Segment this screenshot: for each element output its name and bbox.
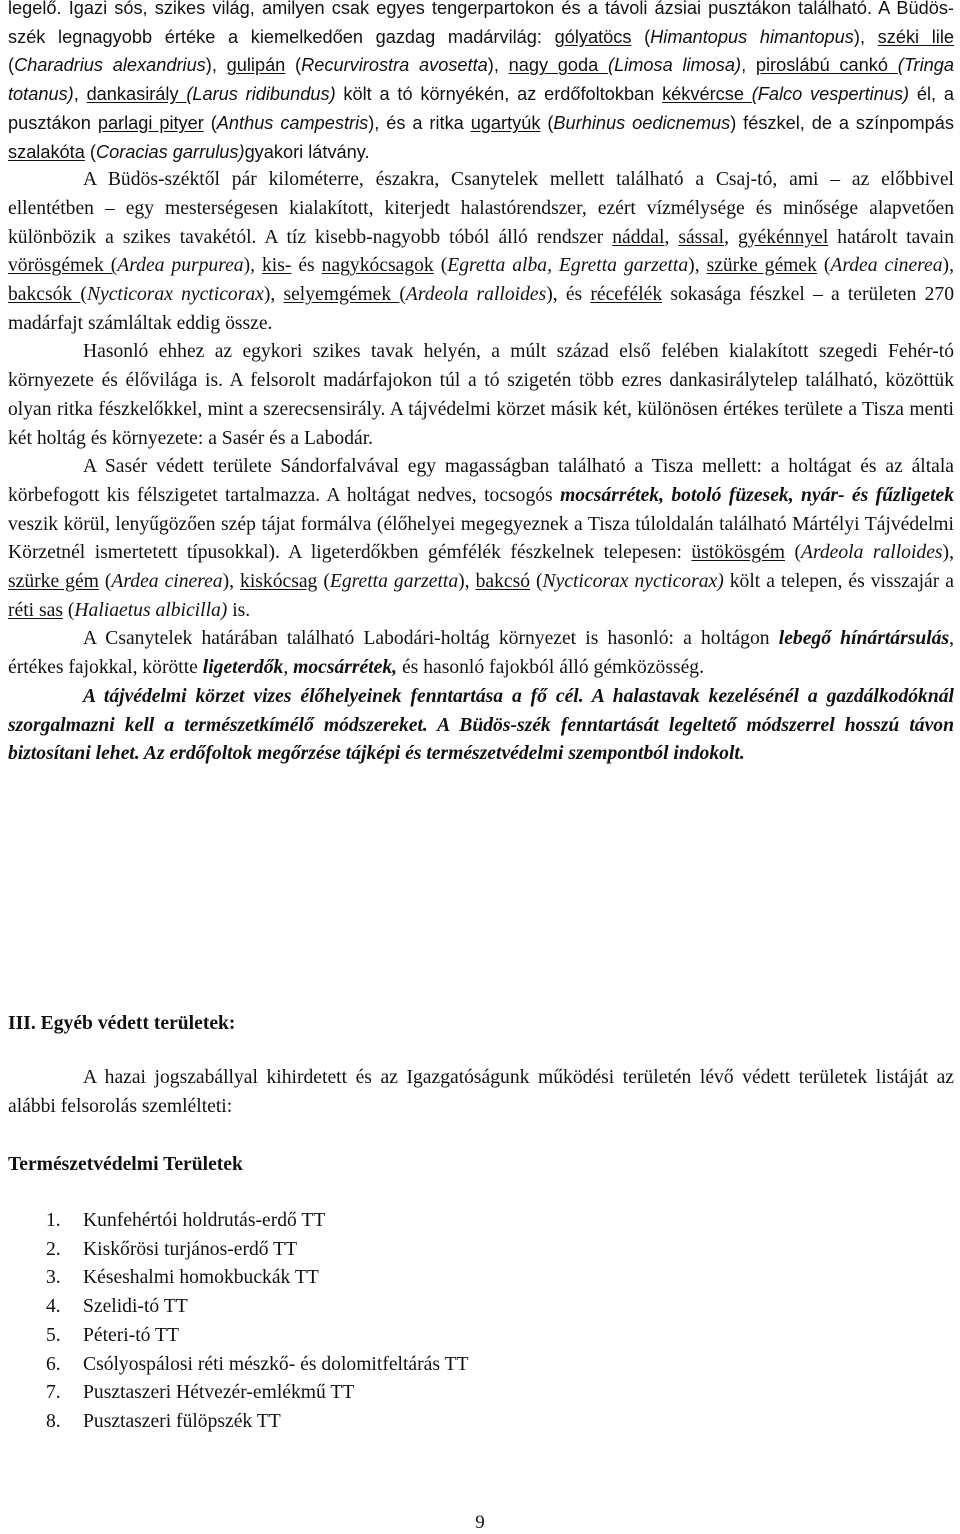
text-run: ), (205, 55, 227, 76)
text-run: és (291, 255, 322, 277)
list-item (46, 1293, 468, 1322)
list-item (46, 1264, 468, 1293)
text-run: üstökösgém (691, 542, 786, 564)
text-run: (Limosa limosa) (608, 55, 742, 76)
list-item-label: Késeshalmi homokbuckák TT (83, 1267, 319, 1289)
text-run: (Falco vespertinus) (751, 84, 910, 105)
text-run: mocsárrétek, botoló füzesek, nyár- és fűzligetek (560, 484, 955, 506)
text-run: ), (222, 571, 241, 593)
text-run: nagy goda (508, 55, 609, 76)
document-page (8, 0, 955, 1432)
text-run: Haliaetus albicilla) (74, 599, 228, 621)
list-item-number: 2. (46, 1238, 61, 1260)
text-run: ( (8, 55, 15, 76)
text-run: A tájvédelmi körzet vizes élőhelyeinek fenntartása a fő cél. A halastavak kezelésénél a gazdálkodóknál szorgalmazni kell a természetkímélő módszereket. A Büdös-szék fenntartását legeltető módszerrel hosszú távon biztosítani lehet. Az erdőfoltok megőrzése tájképi és természetvédelmi szempontból indokolt. (8, 685, 954, 765)
text-run: gyékénnyel (737, 226, 829, 248)
text-run: , (664, 226, 679, 248)
text-run: ), (458, 571, 476, 593)
paragraph-goals (8, 683, 954, 769)
text-run: náddal (612, 226, 665, 248)
list-item (46, 1322, 468, 1351)
text-run: széki lile (877, 26, 954, 47)
text-run: piroslábú cankó (755, 55, 898, 76)
text-run: , értékes fajokkal, körötte (8, 628, 954, 679)
list-heading: Természetvédelmi Területek (8, 1154, 243, 1175)
text-run: gólyatöcs (554, 26, 632, 47)
text-run: ( (98, 571, 112, 593)
list-item-number: 5. (46, 1324, 61, 1346)
text-run: ( (285, 55, 302, 76)
text-run: Ardea cinerea (830, 255, 943, 277)
text-run: Egretta alba, Egretta garzetta (447, 255, 689, 277)
list-item-number: 3. (46, 1267, 61, 1289)
list-item-label: Kunfehértói holdrutás-erdő TT (83, 1210, 326, 1231)
text-run: Charadrius alexandrius (14, 55, 206, 76)
list-item-label: Szelidi-tó TT (83, 1296, 188, 1318)
text-run: A Büdös-széktől pár kilométerre, északra, Csanytelek mellett található a Csaj-tó, ami – az előbbivel ellentétben – egy mesterségesen kialakított, kiterjedt halastórendszer, ezért vízmélysége és minősége alapvetően különbözik a szikes tavakétól. A tíz kisebb-nagyobb tóból álló rendszer (8, 169, 954, 248)
list-item-number: 7. (46, 1382, 61, 1404)
text-run: ), (688, 255, 707, 277)
text-run: ) fészkel, de a színpompás (730, 112, 954, 133)
text-run: Ardea purpurea (117, 255, 244, 277)
text-run: ( (203, 112, 217, 133)
list-item-number: 6. (46, 1353, 61, 1375)
text-run: ( (530, 571, 543, 593)
text-run: bakcsók (8, 284, 81, 306)
paragraph-labodar (8, 625, 954, 682)
text-run: ( (103, 255, 118, 277)
list-item (46, 1351, 468, 1380)
text-run: és hasonló fajokból álló gémközösség. (397, 657, 704, 679)
text-run: kis- (262, 255, 292, 277)
text-run: , (283, 657, 294, 679)
text-run: (Larus ridibundus) (186, 84, 336, 105)
text-run: réti sas (8, 599, 63, 621)
protected-area-list (46, 1207, 468, 1437)
text-run: ( (631, 26, 651, 47)
text-run: szürke gémek (706, 255, 817, 277)
text-run: ), (487, 55, 509, 76)
text-run: él, a pusztákon (8, 84, 954, 133)
text-run: ( (62, 599, 75, 621)
text-run: ), (853, 26, 878, 47)
section-heading: III. Egyéb védett területek: (8, 1013, 236, 1034)
text-run: mocsárrétek, (293, 657, 398, 679)
text-run: parlagi pityer (97, 112, 204, 133)
text-run: költ a tó környékén, az erdőfoltokban (335, 84, 663, 105)
text-run: A Csanytelek határában található Labodári-holtág környezet is hasonló: a holtágon (83, 628, 779, 650)
list-item-label: Péteri-tó TT (83, 1324, 179, 1346)
text-run: kékvércse (662, 84, 752, 105)
text-run: selyemgémek (283, 284, 400, 306)
text-run: kiskócsag (240, 571, 318, 593)
text-run: Recurvirostra avosetta (301, 55, 488, 76)
paragraph-feher-to (8, 338, 954, 453)
text-run: Egretta garzetta (329, 571, 459, 593)
text-run: Ardeola ralloides (405, 284, 547, 306)
text-run: Anthus campestris (216, 112, 369, 133)
list-item-number: 1. (46, 1210, 61, 1231)
list-item-label: Kiskőrösi turjános-erdő TT (83, 1238, 298, 1260)
text-run: is. (227, 599, 251, 621)
text-run: Nycticorax nycticorax (86, 284, 264, 306)
text-run: költ a telepen, és visszajár a (723, 571, 954, 593)
text-run: , (73, 84, 87, 105)
text-run: Ardeola ralloides (801, 542, 943, 564)
text-run: ( (433, 255, 448, 277)
page-number: 9 (475, 1512, 485, 1533)
list-item (46, 1408, 468, 1437)
text-run: ( (84, 141, 96, 162)
text-run: ), (263, 284, 284, 306)
text-run: A Sasér védett területe Sándorfalvával egy magasságban található a Tisza mellett: a holtágat és az általa körbefogott kis félszigetet tartalmazza. A holtágat nedves, tocsogós (8, 456, 954, 506)
list-item-label: Pusztaszeri Hétvezér-emlékmű TT (83, 1382, 355, 1404)
text-run: ), és a ritka (368, 112, 471, 133)
list-item-label: Pusztaszeri fülöpszék TT (83, 1410, 281, 1432)
text-run: ), (942, 542, 954, 564)
text-run: ligeterdők (202, 657, 284, 679)
paragraph-budos-szek (8, 0, 954, 166)
text-run: Hasonló ehhez az egykori szikes tavak helyén, a múlt század első felében kialakított szegedi Fehér-tó környezete és élővilága is. A felsorolt madárfajokon túl a tó szigetén több ezres dankasirálytelep található, közöttük olyan ritka fészkelőkkel, mint a szerecsensirály. A tájvédelmi körzet másik két, különösen értékes területe a Tisza menti két holtág és környezete: a Sasér és a Labodár. (8, 341, 954, 449)
text-run: nagykócsagok (321, 255, 434, 277)
text-run: bakcsó (475, 571, 530, 593)
text-run: ( (540, 112, 554, 133)
text-run: , (724, 226, 738, 248)
text-run: sokasága fészkel – a területen 270 madárfajt számláltak eddig össze. (8, 284, 954, 334)
list-item-number: 4. (46, 1296, 61, 1318)
text-run: (Tringa totanus) (8, 55, 954, 105)
text-run: gyakori látvány. (244, 141, 370, 162)
text-run: ugartyúk (470, 112, 541, 133)
text-run: ( (80, 284, 87, 306)
text-run: Burhinus oedicnemus (553, 112, 731, 133)
text-run: Himantopus himantopus (650, 26, 854, 47)
text-run: sással (678, 226, 725, 248)
text-run: Coracias garrulus) (95, 141, 245, 162)
text-run: ( (816, 255, 831, 277)
list-item (46, 1379, 468, 1408)
text-run: ), (942, 255, 954, 277)
body-text (8, 0, 954, 769)
text-run: Ardea cinerea (111, 571, 223, 593)
text-run: ), (243, 255, 262, 277)
text-run: ( (399, 284, 406, 306)
text-run: récefélék (590, 284, 663, 306)
text-run: ), és (546, 284, 591, 306)
text-run: dankasirály (86, 84, 187, 105)
list-item (46, 1236, 468, 1265)
text-run: lebegő hínártársulás (778, 628, 950, 650)
list-item (46, 1207, 468, 1236)
text-run: gulipán (226, 55, 286, 76)
text-run: vörösgémek (8, 255, 104, 277)
text-run: veszik körül, lenyűgözően szép tájat formálva (élőhelyei megegyeznek a Tisza túloldalán található Mártélyi Tájvédelmi Körzetnél ismertetett típusokkal). A ligeterdőkben gémfélék fészkelnek telepesen: (8, 513, 954, 564)
text-run: Nycticorax nycticorax) (542, 571, 724, 593)
section-intro: A hazai jogszabállyal kihirdetett és az Igazgatóságunk működési területén lévő védett területek listáját az alábbi felsorolás szemlélteti: (8, 1067, 954, 1117)
paragraph-csaj-to (8, 166, 954, 338)
paragraph-saser (8, 453, 954, 625)
text-run: legelő. Igazi sós, szikes világ, amilyen csak egyes tengerpartokon és a távoli ázsiai pusztákon található. A Büdös-szék legnagyobb értéke a kiemelkedően gazdag madárvilág: (8, 0, 954, 47)
text-run: szalakóta (8, 141, 85, 162)
text-run: szürke gém (8, 571, 99, 593)
text-run: ( (317, 571, 330, 593)
list-item-number: 8. (46, 1410, 61, 1432)
text-run: , (741, 55, 756, 76)
list-item-label: Csólyospálosi réti mészkő- és dolomitfeltárás TT (83, 1353, 469, 1375)
text-run: határolt tavain (828, 226, 955, 248)
text-run: ( (785, 542, 802, 564)
